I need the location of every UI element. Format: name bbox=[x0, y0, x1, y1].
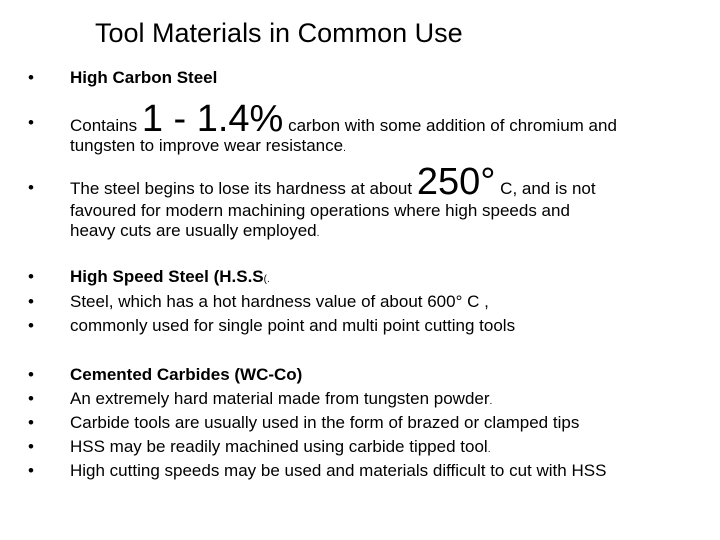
bullet-marker: • bbox=[28, 365, 34, 384]
bullet-marker: • bbox=[28, 461, 34, 480]
hcs-contains-pre: Contains bbox=[70, 116, 142, 135]
bullet-marker: • bbox=[28, 267, 34, 286]
bullet-marker: • bbox=[28, 178, 34, 197]
hss-line1: Steel, which has a hot hardness value of about 600° C , bbox=[70, 292, 489, 311]
hcs-temp-pre: The steel begins to lose its hardness at about bbox=[70, 179, 417, 198]
bullet-marker: • bbox=[28, 389, 34, 408]
hcs-temp-line2: favoured for modern machining operations where high speeds and bbox=[70, 201, 570, 220]
hss-heading-text: High Speed Steel (H.S.S bbox=[70, 267, 264, 286]
hcs-contains-end: . bbox=[343, 143, 346, 154]
bullet-marker: • bbox=[28, 413, 34, 432]
carbides-line3 bbox=[70, 437, 490, 460]
carbides-line3-text: HSS may be readily machined using carbide tipped tool bbox=[70, 437, 488, 456]
slide-title: Tool Materials in Common Use bbox=[95, 18, 463, 48]
hcs-temp-line3-text: heavy cuts are usually employed bbox=[70, 221, 317, 240]
hss-heading-end: (. bbox=[263, 274, 270, 285]
carbides-line1-end: . bbox=[489, 396, 493, 407]
hcs-temp-end: . bbox=[316, 228, 320, 239]
hcs-heading: High Carbon Steel bbox=[70, 68, 218, 87]
hcs-contains-line2-text: tungsten to improve wear resistance bbox=[70, 136, 344, 155]
bullet-marker: • bbox=[28, 113, 34, 132]
carbides-line1-text: An extremely hard material made from tungsten powder bbox=[70, 389, 490, 408]
hcs-temp-value: 250° bbox=[416, 161, 496, 203]
bullet-marker: • bbox=[28, 316, 34, 335]
carbides-line1 bbox=[70, 389, 492, 412]
hcs-carbon-percent: 1 - 1.4% bbox=[141, 98, 284, 140]
bullet-marker: • bbox=[28, 437, 34, 456]
hss-line2: commonly used for single point and multi point cutting tools bbox=[70, 316, 516, 335]
carbides-line2: Carbide tools are usually used in the form of brazed or clamped tips bbox=[70, 413, 580, 432]
carbides-heading: Cemented Carbides (WC-Co) bbox=[70, 365, 303, 384]
bullet-marker: • bbox=[28, 68, 34, 87]
carbides-line3-end: . bbox=[487, 444, 491, 455]
hcs-contains-post: carbon with some addition of chromium and bbox=[283, 116, 617, 135]
hcs-temp-post: C, and is not bbox=[495, 179, 596, 198]
hcs-contains-line2 bbox=[70, 136, 346, 159]
carbides-line4: High cutting speeds may be used and materials difficult to cut with HSS bbox=[70, 461, 607, 480]
hss-heading bbox=[70, 267, 270, 290]
bullet-marker: • bbox=[28, 292, 34, 311]
hcs-temp-line3 bbox=[70, 221, 319, 244]
